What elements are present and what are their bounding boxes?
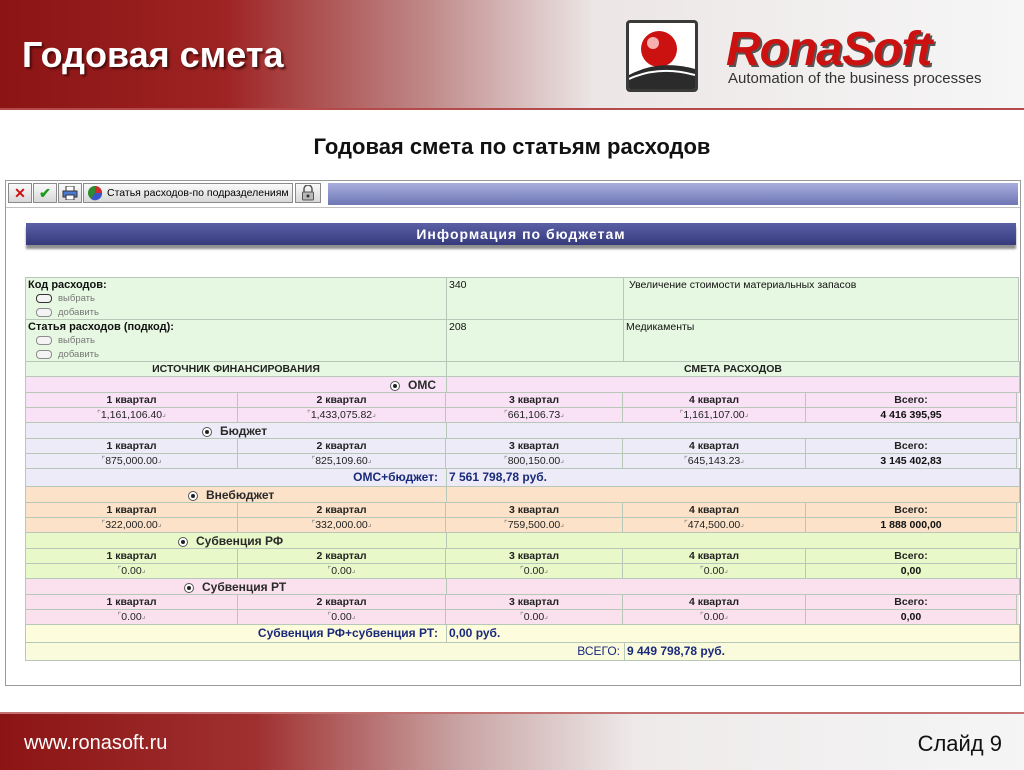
confirm-button[interactable] <box>33 183 57 203</box>
quarter-label: 1 квартал <box>25 438 238 454</box>
expense-code-add-button[interactable]: добавить <box>36 305 444 319</box>
expense-article-cell <box>25 319 447 362</box>
quarter-label: 2 квартал <box>237 502 446 518</box>
quarter-input[interactable]: ⌜0.00⌟ <box>237 609 446 625</box>
quarter-label: 4 квартал <box>622 594 806 610</box>
quarter-input[interactable]: ⌜1,161,106.40⌟ <box>25 407 238 423</box>
section-total: 0,00 <box>805 609 1017 625</box>
quarter-input[interactable]: ⌜825,109.60⌟ <box>237 453 446 469</box>
expense-article-select-button[interactable]: выбрать <box>36 333 444 347</box>
slide-title: Годовая смета <box>22 34 284 75</box>
report-button-label: Статья расходов-по подразделениям <box>107 187 289 199</box>
quarter-input[interactable]: ⌜1,161,107.00⌟ <box>622 407 806 423</box>
estimate-header: СМЕТА РАСХОДОВ <box>446 361 1020 377</box>
lock-button[interactable] <box>295 183 321 203</box>
radio-icon[interactable] <box>184 583 194 593</box>
quarter-label: 4 квартал <box>622 438 806 454</box>
section-total: 4 416 395,95 <box>805 407 1017 423</box>
quarter-input[interactable]: ⌜322,000.00⌟ <box>25 517 238 533</box>
quarter-label: 1 квартал <box>25 392 238 408</box>
quarter-input[interactable]: ⌜0.00⌟ <box>25 609 238 625</box>
print-button[interactable] <box>58 183 82 203</box>
close-button[interactable] <box>8 183 32 203</box>
budget-grid <box>25 277 1019 660</box>
quarter-header-row <box>25 392 1019 407</box>
quarter-label: 2 квартал <box>237 548 446 564</box>
section-subv-rf-row <box>25 532 1019 548</box>
column-header-row <box>25 361 1019 376</box>
section-budget-row <box>25 422 1019 438</box>
expense-article-row <box>25 319 1019 361</box>
expense-article-label: Статья расходов (подкод): <box>28 321 174 333</box>
section-budget-title: Бюджет <box>25 422 447 439</box>
toolbar-spacer <box>328 183 1018 205</box>
radio-icon[interactable] <box>188 491 198 501</box>
quarter-label: 3 квартал <box>445 438 623 454</box>
quarter-input[interactable]: ⌜661,106.73⌟ <box>445 407 623 423</box>
footer-url: www.ronasoft.ru <box>24 732 168 754</box>
section-oms-title: ОМС <box>25 376 447 393</box>
brand-name: RonaSoft <box>726 23 932 76</box>
expense-article-add-button[interactable]: добавить <box>36 347 444 361</box>
total-label: Всего: <box>805 594 1017 610</box>
section-subv-rf-title: Субвенция РФ <box>25 532 447 549</box>
expense-article-value: 208 <box>446 319 624 362</box>
radio-icon[interactable] <box>178 537 188 547</box>
section-extrabudget-title: Внебюджет <box>25 486 447 503</box>
section-subv-rt-title: Субвенция РТ <box>25 578 447 595</box>
expense-code-row <box>25 277 1019 319</box>
section-extrabudget-row <box>25 486 1019 502</box>
subv-sum-value: 0,00 руб. <box>446 624 1020 643</box>
quarter-input[interactable]: ⌜1,433,075.82⌟ <box>237 407 446 423</box>
section-subv-rt-row <box>25 578 1019 594</box>
grand-total-row <box>25 642 1019 660</box>
brand-tagline: Automation of the business processes <box>728 70 982 87</box>
quarter-label: 1 квартал <box>25 548 238 564</box>
expense-code-description: Увеличение стоимости материальных запасов <box>623 277 1019 320</box>
source-header: ИСТОЧНИК ФИНАНСИРОВАНИЯ <box>25 361 447 377</box>
quarter-label: 3 квартал <box>445 548 623 564</box>
footer-band <box>0 712 1024 770</box>
expense-code-select-button[interactable]: выбрать <box>36 291 444 305</box>
quarter-input[interactable]: ⌜332,000.00⌟ <box>237 517 446 533</box>
quarter-input[interactable]: ⌜0.00⌟ <box>622 563 806 579</box>
grand-total-label: ВСЕГО: <box>25 642 625 661</box>
grand-total-value: 9 449 798,78 руб. <box>624 642 1020 661</box>
total-label: Всего: <box>805 392 1017 408</box>
quarter-label: 4 квартал <box>622 392 806 408</box>
section-oms-row <box>25 376 1019 392</box>
quarter-value-row <box>25 609 1019 624</box>
slide-number: Слайд 9 <box>917 731 1002 756</box>
quarter-value-row <box>25 517 1019 532</box>
quarter-header-row <box>25 594 1019 609</box>
total-label: Всего: <box>805 502 1017 518</box>
radio-icon[interactable] <box>202 427 212 437</box>
quarter-label: 4 квартал <box>622 502 806 518</box>
quarter-input[interactable]: ⌜645,143.23⌟ <box>622 453 806 469</box>
quarter-input[interactable]: ⌜800,150.00⌟ <box>445 453 623 469</box>
quarter-input[interactable]: ⌜0.00⌟ <box>445 609 623 625</box>
oms-budget-sum-row <box>25 468 1019 486</box>
radio-icon[interactable] <box>390 381 400 391</box>
oms-budget-sum-value: 7 561 798,78 руб. <box>446 468 1020 487</box>
quarter-input[interactable]: ⌜0.00⌟ <box>622 609 806 625</box>
check-icon: ✔ <box>39 184 51 201</box>
slide-subtitle: Годовая смета по статьям расходов <box>313 134 711 159</box>
quarter-label: 1 квартал <box>25 502 238 518</box>
quarter-label: 4 квартал <box>622 548 806 564</box>
quarter-label: 3 квартал <box>445 392 623 408</box>
toolbar <box>6 181 1020 208</box>
quarter-header-row <box>25 548 1019 563</box>
quarter-input[interactable]: ⌜759,500.00⌟ <box>445 517 623 533</box>
quarter-header-row <box>25 438 1019 453</box>
ronasoft-logo-icon <box>626 20 698 92</box>
section-total: 3 145 402,83 <box>805 453 1017 469</box>
total-label: Всего: <box>805 548 1017 564</box>
subv-sum-row <box>25 624 1019 642</box>
header-band <box>0 0 1024 110</box>
subv-sum-label: Субвенция РФ+субвенция РТ: <box>25 624 447 643</box>
quarter-label: 2 квартал <box>237 594 446 610</box>
budget-info-panel-title: Информация по бюджетам <box>26 223 1016 245</box>
expense-code-label: Код расходов: <box>28 279 107 291</box>
quarter-value-row <box>25 563 1019 578</box>
total-label: Всего: <box>805 438 1017 454</box>
quarter-label: 3 квартал <box>445 502 623 518</box>
quarter-label: 2 квартал <box>237 392 446 408</box>
oms-budget-sum-label: ОМС+бюджет: <box>25 468 447 487</box>
quarter-value-row <box>25 407 1019 422</box>
section-total: 1 888 000,00 <box>805 517 1017 533</box>
quarter-input[interactable]: ⌜0.00⌟ <box>25 563 238 579</box>
expense-code-cell <box>25 277 447 320</box>
pie-chart-icon <box>86 185 104 201</box>
expense-code-value: 340 <box>446 277 624 320</box>
expense-article-description: Медикаменты <box>623 319 1019 362</box>
printer-icon <box>62 186 78 200</box>
lock-icon <box>301 185 315 201</box>
report-by-department-button[interactable] <box>83 183 293 203</box>
quarter-value-row <box>25 453 1019 468</box>
quarter-label: 2 квартал <box>237 438 446 454</box>
close-icon: ✕ <box>14 184 26 201</box>
quarter-input[interactable]: ⌜0.00⌟ <box>237 563 446 579</box>
quarter-input[interactable]: ⌜474,500.00⌟ <box>622 517 806 533</box>
section-total: 0,00 <box>805 563 1017 579</box>
quarter-input[interactable]: ⌜875,000.00⌟ <box>25 453 238 469</box>
quarter-header-row <box>25 502 1019 517</box>
quarter-label: 1 квартал <box>25 594 238 610</box>
budget-app-window <box>5 180 1021 686</box>
quarter-input[interactable]: ⌜0.00⌟ <box>445 563 623 579</box>
quarter-label: 3 квартал <box>445 594 623 610</box>
